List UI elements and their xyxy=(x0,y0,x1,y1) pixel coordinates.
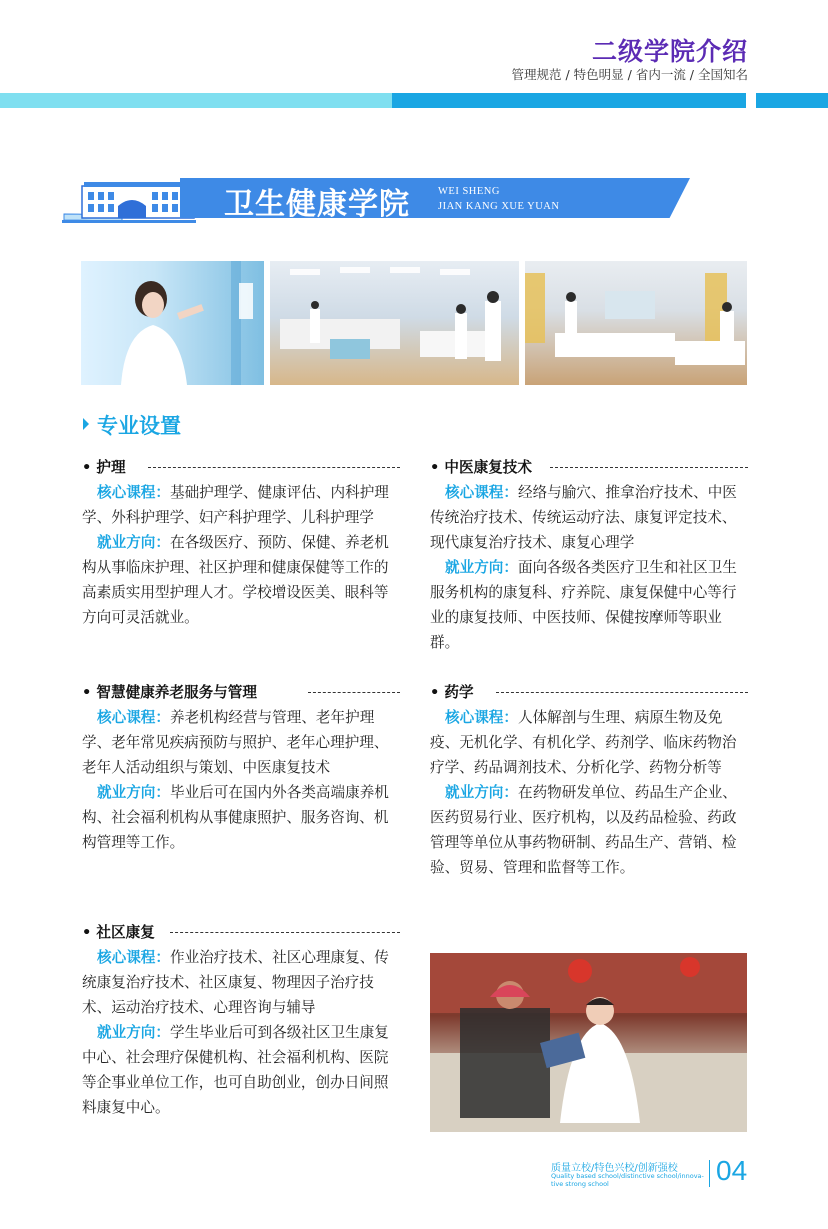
core-text: 经络与腧穴、推拿治疗技术、中医传统治疗技术、传统运动疗法、康复评定技术、现代康复治疗技术、康复心理学 xyxy=(430,484,737,551)
career-text: 毕业后可在国内外各类高端康养机构、社会福利机构从事健康照护、服务咨询、机构管理等工作。 xyxy=(82,784,389,851)
major-core xyxy=(82,705,400,780)
major-name: 药学 xyxy=(444,684,474,701)
building-icon xyxy=(62,170,196,228)
major-core xyxy=(82,945,400,1020)
photo-elderly-care xyxy=(430,953,747,1132)
header-bar-tab xyxy=(756,93,828,108)
core-label: 核心课程： xyxy=(445,484,518,501)
college-banner xyxy=(62,170,634,228)
dashed-divider xyxy=(308,692,400,693)
career-text: 在各级医疗、预防、保健、养老机构从事临床护理、社区护理和健康保健等工作的高素质实用型护理人才。学校增设医美、眼科等方向可灵活就业。 xyxy=(82,534,389,626)
college-title-en-line1: WEI SHENG xyxy=(438,186,500,197)
major-block xyxy=(430,455,748,655)
core-label: 核心课程： xyxy=(97,949,170,966)
major-heading: • 药学 xyxy=(430,680,748,705)
college-title-en-line2: JIAN KANG XUE YUAN xyxy=(438,201,560,212)
core-text: 养老机构经营与管理、老年护理学、老年常见疾病预防与照护、老年心理护理、老年人活动组织与策划、中医康复技术 xyxy=(82,709,389,776)
major-name: 社区康复 xyxy=(96,924,155,941)
page-header-title: 二级学院介绍 xyxy=(591,37,748,66)
section-title xyxy=(83,410,181,440)
core-label: 核心课程： xyxy=(97,484,170,501)
major-block xyxy=(82,455,400,630)
major-name: 护理 xyxy=(96,459,126,476)
footer-slogan-en: Quality based school/distinctive school/innova-tive strong school xyxy=(551,1172,704,1188)
major-heading: • 护理 xyxy=(82,455,400,480)
major-heading: • 中医康复技术 xyxy=(430,455,748,480)
career-text: 在药物研发单位、药品生产企业、医药贸易行业、医疗机构，以及药品检验、药政管理等单位从事药物研制、药品生产、营销、检验、贸易、管理和监督等工作。 xyxy=(430,784,737,876)
section-title-text: 专业设置 xyxy=(97,414,181,438)
major-core xyxy=(430,705,748,780)
photo-ward-practice xyxy=(525,261,747,385)
dashed-divider xyxy=(148,467,400,468)
career-text: 面向各级各类医疗卫生和社区卫生服务机构的康复科、疗养院、康复保健中心等行业的康复技师、中医技师、保健按摩师等职业群。 xyxy=(430,559,737,651)
major-career xyxy=(82,780,400,855)
dashed-divider xyxy=(550,467,748,468)
major-name: 智慧健康养老服务与管理 xyxy=(96,684,257,701)
core-label: 核心课程： xyxy=(445,709,518,726)
core-label: 核心课程： xyxy=(97,709,170,726)
career-label: 就业方向： xyxy=(97,1024,170,1041)
major-block xyxy=(82,680,400,855)
major-career xyxy=(82,1020,400,1120)
photo-training-room xyxy=(270,261,519,385)
dashed-divider xyxy=(496,692,748,693)
career-label: 就业方向： xyxy=(445,559,518,576)
header-bar-light xyxy=(0,93,392,108)
major-career xyxy=(430,555,748,655)
page-number: 04 xyxy=(716,1155,748,1186)
dashed-divider xyxy=(170,932,400,933)
core-text: 作业治疗技术、社区心理康复、传统康复治疗技术、社区康复、物理因子治疗技术、运动治疗技术、心理咨询与辅导 xyxy=(82,949,389,1016)
major-core xyxy=(82,480,400,530)
major-career xyxy=(82,530,400,630)
major-block xyxy=(82,920,400,1120)
major-block xyxy=(430,680,748,880)
major-core xyxy=(430,480,748,555)
core-text: 基础护理学、健康评估、内科护理学、外科护理学、妇产科护理学、儿科护理学 xyxy=(82,484,389,526)
college-title-en xyxy=(438,184,559,214)
career-label: 就业方向： xyxy=(97,534,170,551)
section-arrow-icon xyxy=(83,418,89,430)
footer-divider xyxy=(709,1160,710,1187)
header-bar-dark xyxy=(392,93,746,108)
college-title: 卫生健康学院 xyxy=(224,187,410,222)
major-heading: • 社区康复 xyxy=(82,920,400,945)
major-career xyxy=(430,780,748,880)
page-header-subtitle: 管理规范 / 特色明显 / 省内一流 / 全国知名 xyxy=(511,67,748,82)
major-heading: • 智慧健康养老服务与管理 xyxy=(82,680,400,705)
major-name: 中医康复技术 xyxy=(444,459,532,476)
career-label: 就业方向： xyxy=(97,784,170,801)
footer-slogan: 质量立校/特色兴校/创新强校 xyxy=(551,1163,678,1174)
photo-nurse-iv xyxy=(81,261,264,385)
career-text: 学生毕业后可到各级社区卫生康复中心、社会理疗保健机构、社会福利机构、医院等企事业单位工作，也可自助创业，创办日间照料康复中心。 xyxy=(82,1024,389,1116)
core-text: 人体解剖与生理、病原生物及免疫、无机化学、有机化学、药剂学、临床药物治疗学、药品调剂技术、分析化学、药物分析等 xyxy=(430,709,737,776)
career-label: 就业方向： xyxy=(445,784,518,801)
